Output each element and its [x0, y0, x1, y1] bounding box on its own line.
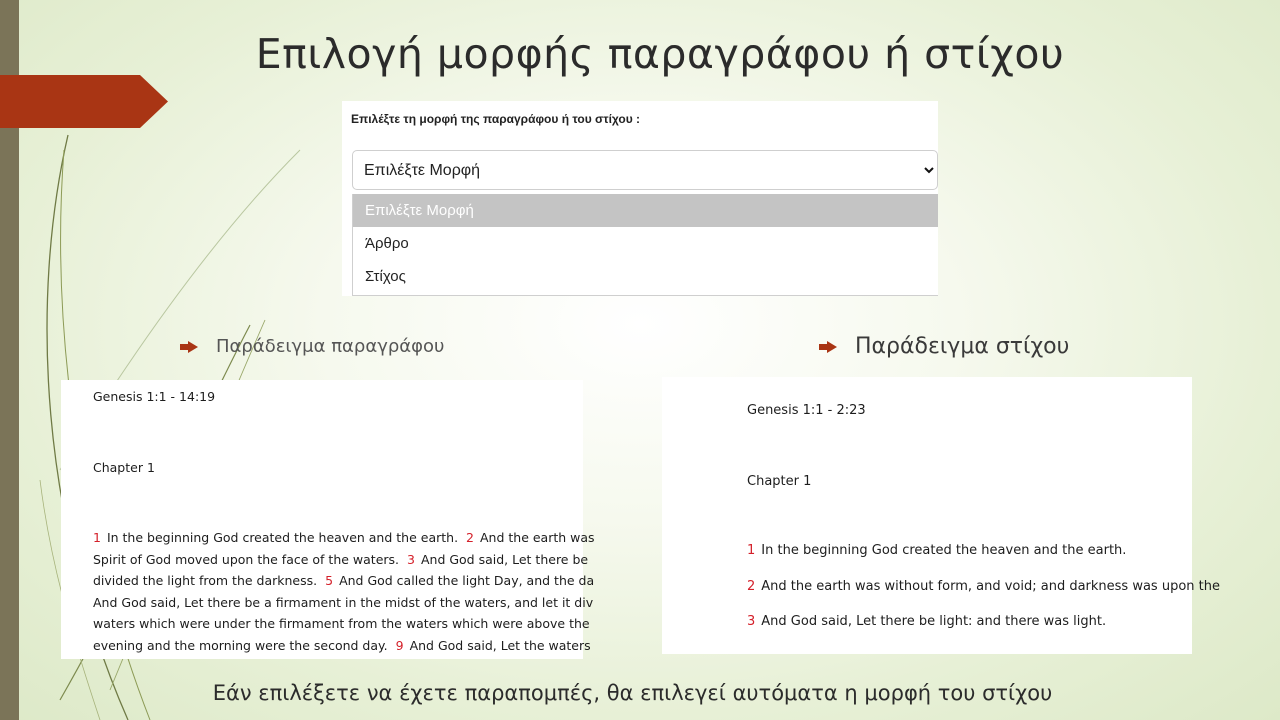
format-option-article[interactable]: Άρθρο [365, 235, 409, 252]
verse-text: And God said, Let there be [420, 551, 589, 567]
verse-number: 2 [747, 578, 756, 594]
format-options-list [352, 194, 938, 296]
footer-note: Εάν επιλέξετε να έχετε παραπομπές, θα επιλεγεί αυτόματα η μορφή του στίχου [212, 681, 1053, 705]
verse-text: And the earth was [480, 530, 595, 545]
chevron-down-icon [923, 162, 935, 178]
paragraph-line [93, 638, 591, 653]
passage-range: Genesis 1:1 - 2:23 [747, 403, 866, 418]
verse-number: 2 [466, 530, 474, 545]
format-option-verse[interactable]: Στίχος [365, 268, 406, 285]
verse-number: 3 [407, 551, 415, 567]
verse-number: 1 [747, 543, 756, 558]
paragraph-line [93, 552, 588, 567]
verse-text: And God called the light Day, and the da [339, 573, 595, 589]
verse-number: 9 [395, 638, 404, 653]
verse-text: And God said, Let the waters [409, 638, 591, 653]
format-selector-panel [342, 101, 938, 296]
paragraph-line [93, 573, 594, 588]
verse-example-panel [662, 377, 1220, 654]
verse-example-caption-text: Παράδειγμα στίχου [855, 334, 1070, 359]
chapter-heading: Chapter 1 [93, 460, 155, 475]
verse-text: In the beginning God created the heaven and the earth. [106, 530, 459, 545]
verse-text: And God said, Let there be a firmament in the midst of the waters, and let it div [93, 594, 594, 610]
passage-range: Genesis 1:1 - 14:19 [93, 389, 216, 404]
paragraph-line [93, 530, 595, 545]
format-select-value: Επιλέξτε Μορφή [364, 162, 481, 179]
paragraph-line [93, 616, 590, 631]
format-selector-label: Επιλέξτε τη μορφή της παραγράφου ή του στίχου : [351, 112, 641, 126]
chapter-heading: Chapter 1 [747, 474, 812, 489]
verse-text: And the earth was without form, and void; and darkness was upon the [761, 578, 1220, 594]
slide-title: Επιλογή μορφής παραγράφου ή στίχου [255, 30, 1065, 78]
verse-number: 5 [325, 573, 334, 589]
verse-line [747, 543, 1126, 558]
accent-arrow-tab [0, 75, 168, 128]
arrow-bullet-icon [819, 341, 837, 353]
verse-text: And God said, Let there be light: and there was light. [761, 614, 1107, 629]
verse-example-caption [819, 334, 1069, 359]
paragraph-example-caption [180, 336, 444, 357]
verse-text: waters which were under the firmament from the waters which were above the [93, 616, 590, 632]
arrow-bullet-icon [180, 341, 198, 353]
verse-text: divided the light from the darkness. [93, 573, 318, 589]
paragraph-line [93, 595, 593, 610]
paragraph-example-panel [61, 380, 595, 659]
verse-text: In the beginning God created the heaven and the earth. [761, 543, 1127, 558]
format-select[interactable] [352, 150, 938, 190]
format-option-placeholder[interactable]: Επιλέξτε Μορφή [353, 194, 938, 227]
paragraph-example-caption-text: Παράδειγμα παραγράφου [216, 336, 445, 357]
verse-text: evening and the morning were the second day. [93, 638, 388, 653]
verse-text: Spirit of God moved upon the face of the waters. [93, 551, 400, 567]
verse-number: 3 [747, 614, 756, 629]
verse-line [747, 579, 1220, 594]
verse-number: 1 [93, 530, 101, 545]
verse-line [747, 614, 1106, 629]
